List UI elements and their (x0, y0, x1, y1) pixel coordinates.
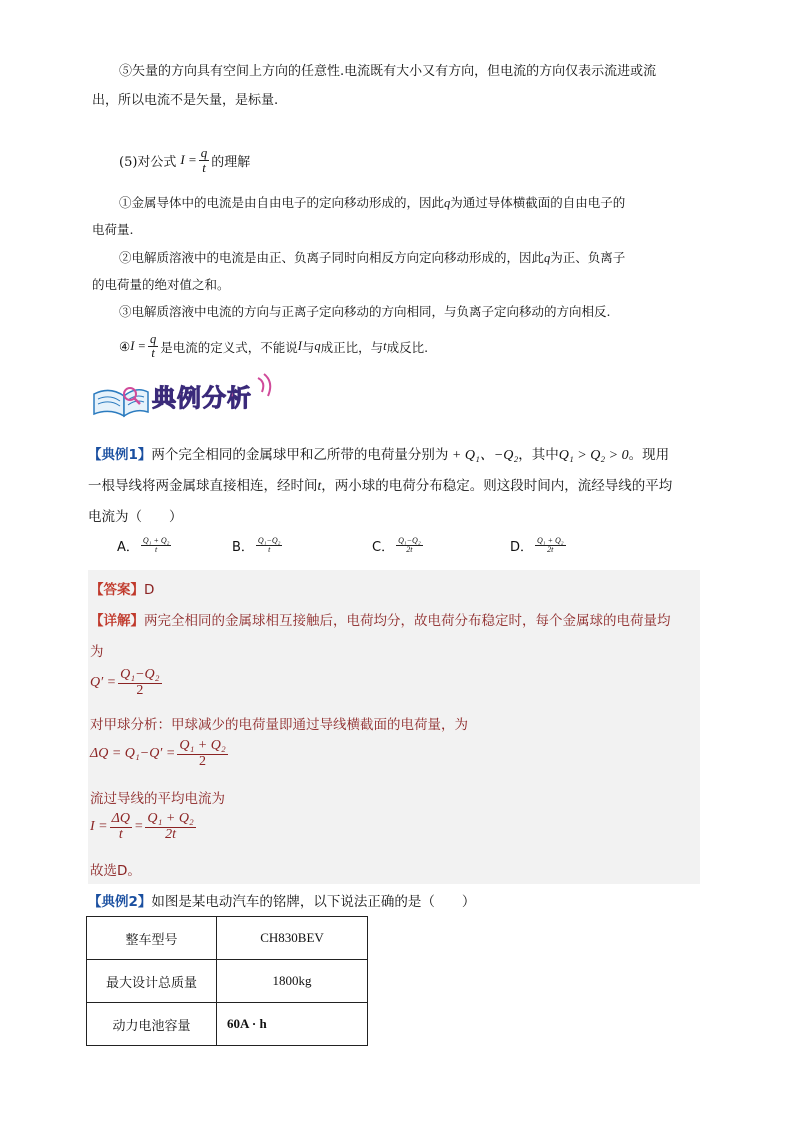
option-fraction (141, 537, 172, 555)
item4-text-d: 成反比. (386, 339, 429, 355)
table-row (87, 917, 368, 960)
item1-line2: 电荷量. (92, 222, 134, 237)
heading-suffix: 的理解 (211, 154, 251, 170)
formula-i-equals: I = (130, 339, 146, 354)
item4-text-c: 成正比，与 (320, 339, 384, 355)
fraction-q1-plus-q2-over-2t: $\frac{\text{Q₁ + Q₂}}{2t}$ (147, 811, 194, 842)
var-q: q (314, 339, 321, 354)
nameplate-table (86, 916, 368, 1046)
lhs-q-prime: Q′ = (90, 675, 117, 691)
example1-text-b: ，其中 (518, 447, 559, 463)
option-c[interactable] (372, 536, 425, 555)
item2-text-a: ②电解质溶液中的电流是由正、负离子同时向相反方向定向移动形成的，因此 (119, 250, 545, 265)
formula-i-equals: I = (180, 152, 197, 168)
example1-tag: 【典例1】 (88, 447, 152, 463)
option-fraction (396, 537, 423, 555)
option-denominator: 2t (406, 545, 413, 554)
inequality-expression: Q₁ > Q₂ > 0 (558, 448, 629, 463)
banner-title: 典例分析 (152, 384, 252, 412)
option-b[interactable] (232, 536, 284, 555)
fraction-delta-q-over-t: $\frac{\Delta Q}{t}$ (111, 811, 130, 842)
item4 (119, 333, 428, 360)
example1-text-d: 一根导线将两金属球直接相连，经时间 (88, 478, 318, 494)
var-t: t (383, 339, 387, 354)
option-denominator: 2t (547, 545, 554, 554)
lhs-delta-q: ΔQ = Q₁−Q′ = (90, 746, 176, 762)
option-numerator: Q₁−Q₂ (398, 535, 421, 545)
item1-line1 (119, 193, 625, 211)
equals-sign: = (133, 819, 144, 835)
answer-value: D (144, 582, 155, 598)
fraction-q1-plus-q2-over-2: $\frac{\text{Q₁ + Q₂}}{2}$ (179, 738, 226, 769)
lhs-i: I = (90, 819, 108, 835)
table-value: 60A · h (217, 1003, 368, 1046)
answer-tag: 【答案】 (90, 582, 144, 598)
item4-text-b: 与 (301, 339, 315, 355)
answer-line (90, 578, 154, 598)
item2-text-b: 为正、负离子 (550, 250, 626, 265)
fraction-q-over-t: $\frac{q}{t}$ (200, 145, 208, 175)
item2-line1 (119, 248, 625, 266)
heading-prefix: (5)对公式 (119, 154, 177, 170)
analysis-line: 对甲球分析：甲球减少的电荷量即通过导线横截面的电荷量，为 (90, 717, 468, 733)
detail-text: 两完全相同的金属球相互接触后，电荷均分，故电荷分布稳定时，每个金属球的电荷量均 (144, 613, 671, 629)
table-key: 动力电池容量 (87, 1003, 217, 1046)
table-value: 1800kg (217, 960, 368, 1003)
item1-text-a: ①金属导体中的电流是由自由电子的定向移动形成的，因此 (119, 195, 445, 210)
item2-line2: 的电荷量的绝对值之和。 (92, 277, 230, 292)
example1-line2 (88, 474, 672, 494)
option-label: A． (117, 540, 139, 555)
option-label: C． (372, 540, 395, 555)
example1-text-c: 。现用 (628, 447, 670, 463)
var-q: q (544, 251, 551, 265)
option-label: D． (510, 540, 534, 555)
table-value: CH830BEV (217, 917, 368, 960)
example1-text-e: ，两小球的电荷分布稳定。则这段时间内，流经导线的平均 (321, 478, 673, 494)
item1-text-b: 为通过导体横截面的自由电子的 (450, 195, 626, 210)
option-fraction (256, 537, 283, 555)
table-key: 最大设计总质量 (87, 960, 217, 1003)
option-numerator: Q₁ + Q₂ (142, 535, 170, 545)
charges-expression: + Q₁、−Q₂ (448, 448, 519, 463)
example2-line (88, 890, 475, 910)
option-numerator: Q₁−Q₂ (257, 535, 281, 545)
item3: ③电解质溶液中电流的方向与正离子定向移动的方向相同，与负离子定向移动的方向相反. (119, 304, 611, 319)
fraction-q1-minus-q2-over-2: $\frac{\text{Q₁−Q₂}}{2}$ (120, 667, 160, 698)
option-d[interactable] (510, 536, 568, 555)
var-i: I (297, 339, 302, 354)
option-numerator: Q₁ + Q₂ (537, 535, 564, 545)
detail-line2: 为 (90, 644, 104, 660)
table-key: 整车型号 (87, 917, 217, 960)
equation-q-prime (90, 668, 164, 698)
fraction-q-over-t: $\frac{q}{t}$ (149, 332, 157, 361)
example2-tag: 【典例2】 (88, 894, 152, 910)
equation-delta-q (90, 739, 230, 769)
example1-line1 (88, 443, 669, 464)
option-denominator: t (268, 545, 271, 554)
equation-current (90, 812, 198, 842)
option-fraction (535, 537, 566, 555)
item4-marker: ④ (119, 339, 131, 355)
example1-line3: 电流为（ ） (88, 509, 183, 525)
option-denominator: t (155, 545, 158, 554)
item4-text-a: 是电流的定义式，不能说 (160, 339, 298, 355)
var-q: q (444, 196, 451, 210)
paragraph-vector-line2: 出，所以电流不是矢量，是标量. (92, 93, 279, 108)
section-banner (90, 372, 280, 422)
detail-tag: 【详解】 (90, 613, 144, 629)
var-t: t (317, 478, 322, 493)
current-line: 流过导线的平均电流为 (90, 791, 225, 807)
conclusion-line: 故选D。 (90, 863, 141, 879)
option-a[interactable] (117, 536, 173, 555)
detail-line1 (90, 609, 671, 629)
paragraph-vector-line1: ⑤矢量的方向具有空间上方向的任意性.电流既有大小又有方向，但电流的方向仅表示流进或流 (119, 64, 657, 79)
table-row (87, 1003, 368, 1046)
formula-heading (119, 146, 250, 174)
table-row (87, 960, 368, 1003)
example1-text-a: 两个完全相同的金属球甲和乙所带的电荷量分别为 (151, 447, 449, 463)
option-label: B． (232, 540, 254, 555)
example2-text: 如图是某电动汽车的铭牌，以下说法正确的是（ ） (151, 894, 476, 910)
